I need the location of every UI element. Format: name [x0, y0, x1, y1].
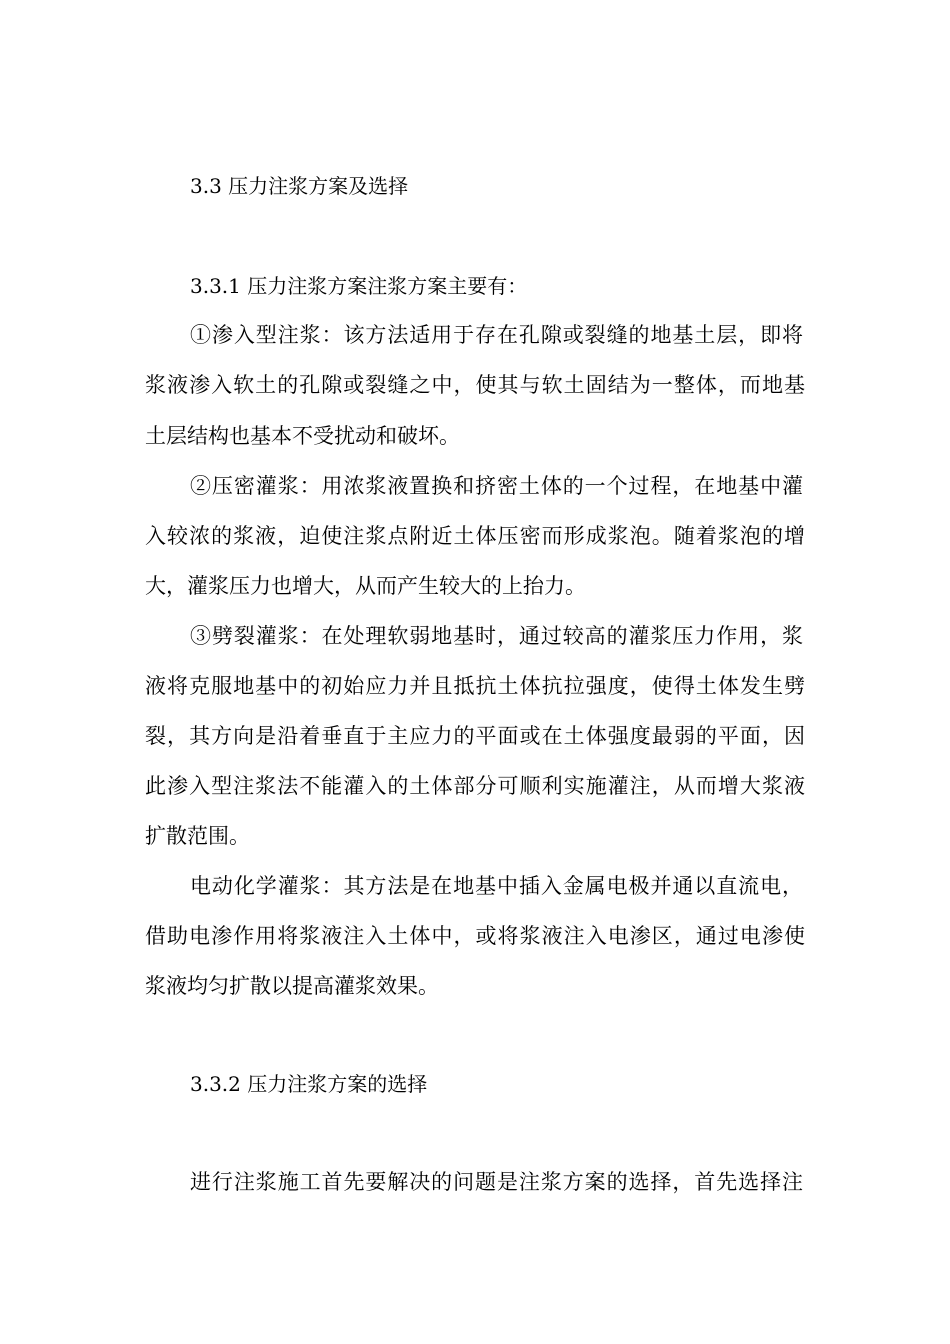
paragraph-line: 浆液渗入软土的孔隙或裂缝之中，使其与软土固结为一整体，而地基: [145, 373, 805, 397]
paragraph-line: 进行注浆施工首先要解决的问题是注浆方案的选择，首先选择注: [190, 1170, 803, 1194]
section-heading-3-3-2: 3.3.2 压力注浆方案的选择: [190, 1072, 428, 1096]
paragraph-line: 此渗入型注浆法不能灌入的土体部分可顺利实施灌注，从而增大浆液: [145, 774, 805, 798]
paragraph-line: 浆液均匀扩散以提高灌浆效果。: [145, 974, 439, 998]
section-heading-3-3: 3.3 压力注浆方案及选择: [190, 174, 409, 198]
paragraph-line: 扩散范围。: [145, 824, 250, 848]
section-heading-3-3-1: 3.3.1 压力注浆方案注浆方案主要有：: [190, 274, 528, 298]
paragraph-line: 土层结构也基本不受扰动和破坏。: [145, 424, 460, 448]
paragraph-line: 借助电渗作用将浆液注入土体中，或将浆液注入电渗区，通过电渗使: [145, 924, 805, 948]
paragraph-line: ①渗入型注浆：该方法适用于存在孔隙或裂缝的地基土层，即将: [190, 323, 803, 347]
paragraph-line: 入较浓的浆液，迫使注浆点附近土体压密而形成浆泡。随着浆泡的增: [145, 524, 805, 548]
paragraph-line: 电动化学灌浆：其方法是在地基中插入金属电极并通以直流电，: [190, 874, 803, 898]
paragraph-line: 裂，其方向是沿着垂直于主应力的平面或在土体强度最弱的平面，因: [145, 724, 805, 748]
paragraph-line: 液将克服地基中的初始应力并且抵抗土体抗拉强度，使得土体发生劈: [145, 674, 805, 698]
paragraph-line: ③劈裂灌浆：在处理软弱地基时，通过较高的灌浆压力作用，浆: [190, 624, 803, 648]
paragraph-line: 大，灌浆压力也增大，从而产生较大的上抬力。: [145, 574, 586, 598]
paragraph-line: ②压密灌浆：用浓浆液置换和挤密土体的一个过程，在地基中灌: [190, 474, 803, 498]
